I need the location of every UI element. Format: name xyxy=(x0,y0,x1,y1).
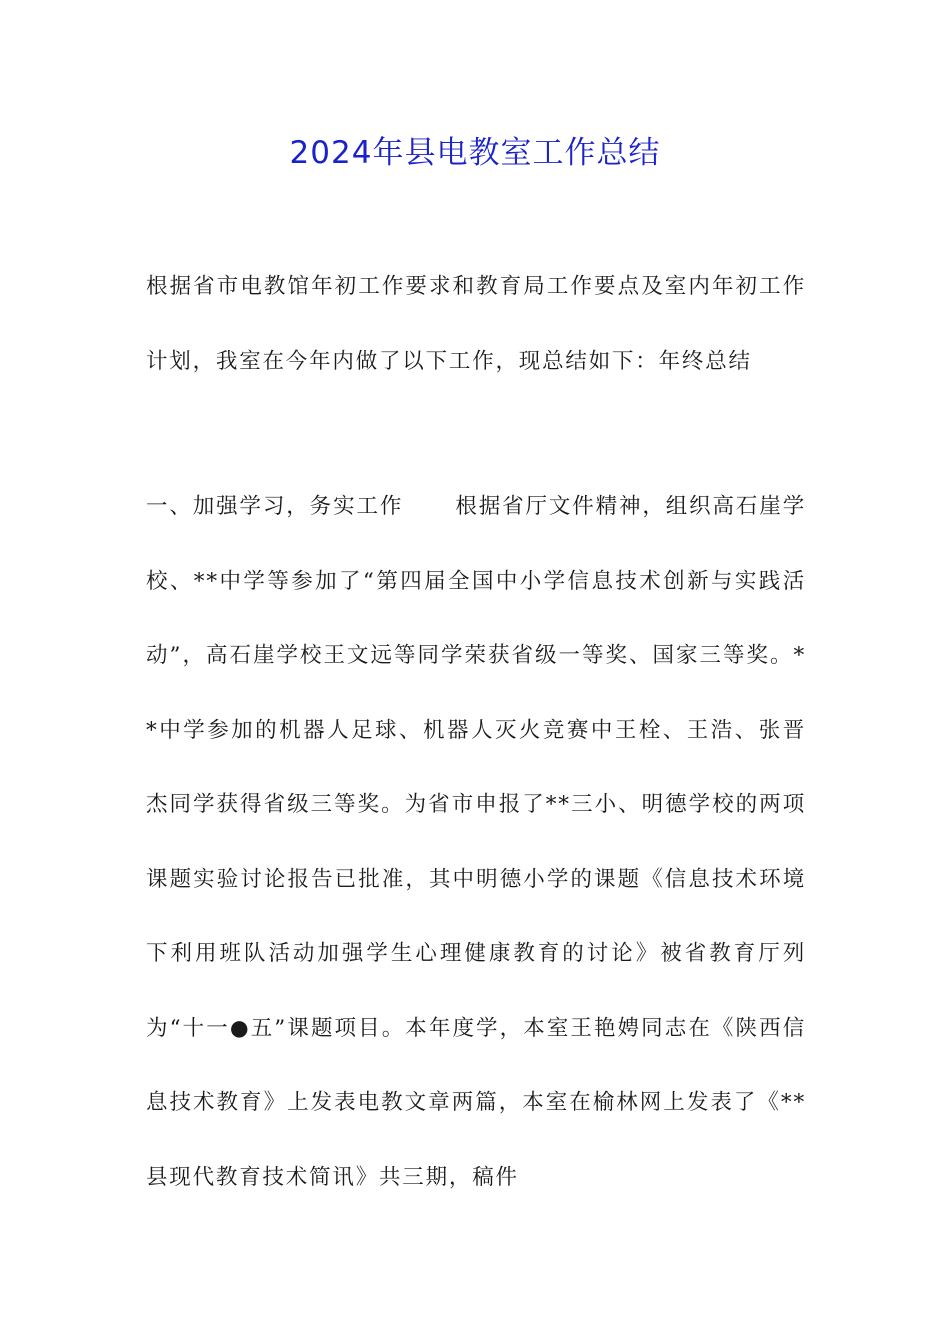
intro-paragraph: 根据省市电教馆年初工作要求和教育局工作要点及室内年初工作计划，我室在今年内做了以下工作，现总结如下：年终总结 xyxy=(146,274,806,374)
section-1-body: 根据省厅文件精神，组织高石崖学校、**中学等参加了“第四届全国中小学信息技术创新与实践活动”，高石崖学校王文远等同学荣获省级一等奖、国家三等奖。**中学参加的机器人足球、机器人灭火竞赛中王栓、王浩、张晋杰同学获得省级三等奖。为省市申报了**三小、明德学校的两项课题实验讨论报告已批准，其中明德小学的课题《信息技术环境下利用班队活动加强学生心理健康教育的讨论》被省教育厅列为“十一●五”课题项目。本年度学，本室王艳娉同志在《陕西信息技术教育》上发表电教文章两篇，本室在榆林网上发表了《**县现代教育技术简讯》共三期，稿件 xyxy=(146,494,806,1190)
section-1-heading: 一、加强学习，务实工作 xyxy=(146,494,404,519)
section-1-paragraph xyxy=(146,470,806,1215)
document-title: 2024年县电教室工作总结 xyxy=(289,135,661,171)
